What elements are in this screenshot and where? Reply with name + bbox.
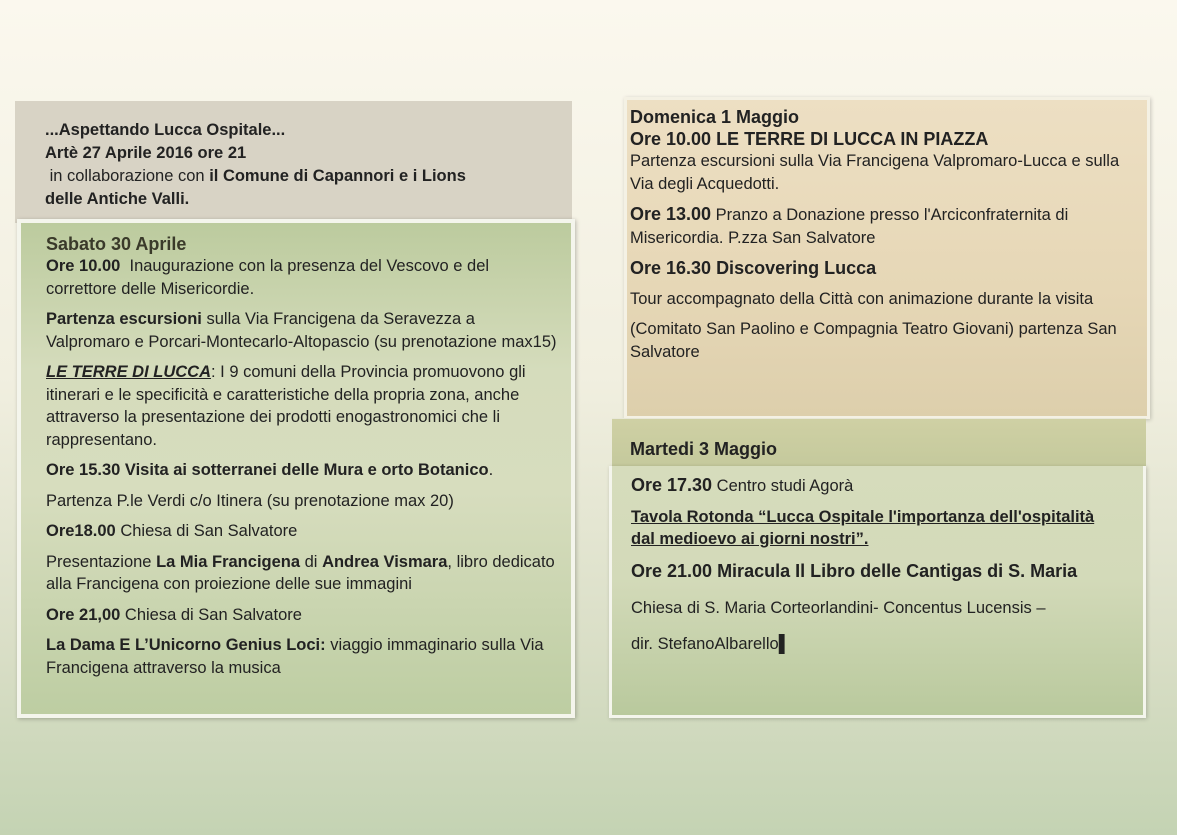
sunday-item-tour: Tour accompagnato della Città con animazione durante la visita <box>630 289 1094 308</box>
saturday-item-departure: Partenza P.le Verdi c/o Itinera (su prenotazione max 20) <box>46 491 454 510</box>
sunday-item-lunch: Ore 13.00 Pranzo a Donazione presso l'Arciconfraternita di Misericordia. P.zza San Salvatore <box>630 204 1069 247</box>
tuesday-title: Martedi 3 Maggio <box>630 439 778 459</box>
sunday-item-terre-title: Ore 10.00 LE TERRE DI LUCCA IN PIAZZA <box>630 129 989 149</box>
tuesday-box <box>609 466 1146 718</box>
saturday-item-inauguration: Ore 10.00 Inaugurazione con la presenza del Vescovo e del correttore delle Misericordie. <box>46 257 494 298</box>
tuesday-item-round-table: Tavola Rotonda “Lucca Ospitale l'importanza dell'ospitalità dal medioevo ai giorni nostri”. <box>631 507 1095 548</box>
saturday-item-church: Ore18.00 Chiesa di San Salvatore <box>46 522 298 540</box>
saturday-item-visit: Ore 15.30 Visita ai sotterranei delle Mura e orto Botanico. <box>46 461 494 479</box>
sunday-item-discovering: Ore 16.30 Discovering Lucca <box>630 258 877 278</box>
saturday-item-concert: La Dama E L’Unicorno Genius Loci: viaggio immaginario sulla Via Francigena attraverso la musica <box>46 636 544 677</box>
tuesday-item-centro-studi: Ore 17.30 Centro studi Agorà <box>631 475 854 495</box>
intro-collaboration: in collaborazione con il Comune di Capannori e i Lions <box>45 167 466 185</box>
sunday-title: Domenica 1 Maggio <box>630 107 800 127</box>
saturday-item-presentation: Presentazione La Mia Francigena di Andrea Vismara, libro dedicato alla Francigena con proiezione delle sue immagini <box>46 552 555 593</box>
saturday-box <box>17 219 575 718</box>
sunday-box <box>624 97 1150 419</box>
saturday-item-excursions: Partenza escursioni sulla Via Francigena da Seravezza a Valpromaro e Porcari-Montecarlo-Altopascio (su prenotazione max15) <box>46 310 557 351</box>
tuesday-title-band <box>612 418 1146 468</box>
saturday-title: Sabato 30 Aprile <box>46 234 187 254</box>
intro-date: Artè 27 Aprile 2016 ore 21 <box>45 144 247 162</box>
text-cursor-mark: ▌ <box>778 635 791 653</box>
sunday-item-departure: (Comitato San Paolino e Compagnia Teatro Giovani) partenza San Salvatore <box>630 320 1117 361</box>
intro-collaboration-end: delle Antiche Valli. <box>45 190 190 208</box>
tuesday-item-director: dir. StefanoAlbarello▌ <box>631 635 791 653</box>
saturday-item-evening: Ore 21,00 Chiesa di San Salvatore <box>46 605 302 624</box>
intro-heading: ...Aspettando Lucca Ospitale... <box>45 121 286 139</box>
sunday-item-excursions: Partenza escursioni sulla Via Francigena Valpromaro-Lucca e sulla Via degli Acquedotti. <box>630 152 1120 193</box>
tuesday-item-miracula: Ore 21.00 Miracula Il Libro delle Cantigas di S. Maria <box>631 560 1078 581</box>
intro-box <box>15 101 572 223</box>
tuesday-item-church: Chiesa di S. Maria Corteorlandini- Concentus Lucensis – <box>631 598 1046 617</box>
saturday-item-terre-di-lucca: LE TERRE DI LUCCA: I 9 comuni della Provincia promuovono gli itinerari e le specificità e caratteristiche della propria zona, anche attraverso la presentazione dei prodotti enogastronomici che li rappresentano. <box>46 363 526 449</box>
